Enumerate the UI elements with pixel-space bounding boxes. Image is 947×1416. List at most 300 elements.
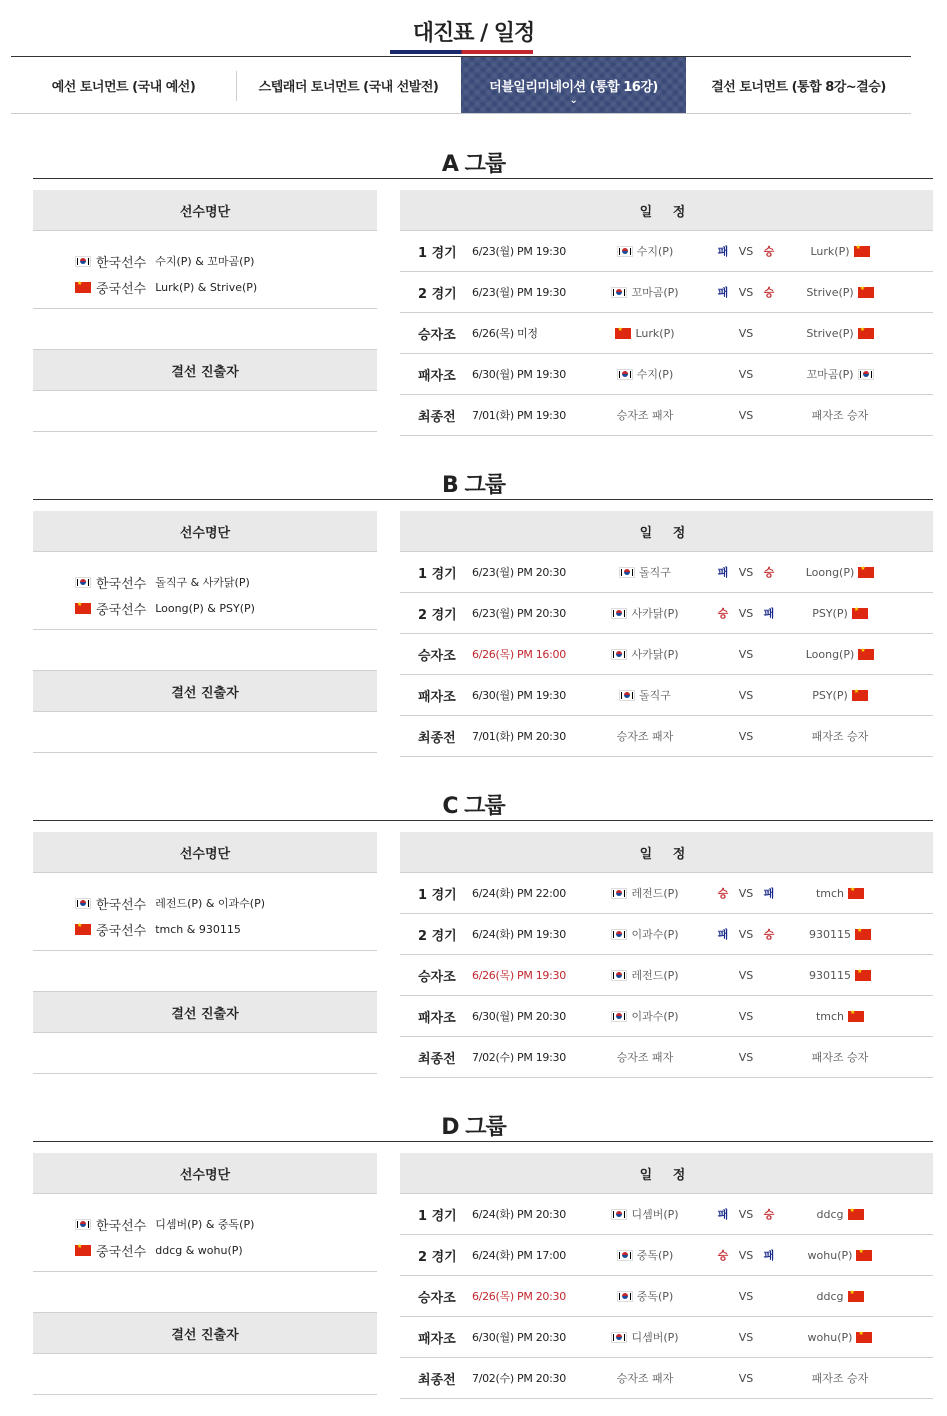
match-row — [400, 996, 933, 1037]
china-flag-icon — [856, 1332, 872, 1343]
china-flag-icon — [848, 1011, 864, 1022]
korea-roster-row — [75, 248, 377, 274]
group-title: B 그룹 — [442, 473, 505, 498]
korea-roster-row — [75, 1211, 377, 1237]
player-2-name: Strive(P) — [806, 326, 854, 340]
match-label: 1 경기 — [418, 1208, 457, 1224]
korea-flag-icon — [75, 1219, 91, 1230]
match-row — [400, 1235, 933, 1276]
finals-list — [33, 1354, 377, 1395]
korea-flag-icon — [619, 567, 635, 578]
player-2-result — [758, 634, 780, 674]
player-2-result — [758, 716, 780, 756]
china-flag-icon — [858, 287, 874, 298]
player-1 — [590, 313, 700, 353]
schedule-panel — [400, 1153, 933, 1399]
korea-flag-icon — [611, 970, 627, 981]
player-2-name: tmch — [815, 886, 845, 900]
player-2-name: Loong(P) — [805, 565, 855, 579]
match-label: 패자조 — [418, 1010, 456, 1026]
player-1-result — [712, 675, 734, 715]
player-1 — [590, 272, 700, 312]
vs-label: VS — [738, 1330, 754, 1344]
player-1-result: 승 — [717, 607, 729, 620]
match-date: 7/01(화) PM 20:30 — [472, 730, 566, 743]
player-1-result — [712, 313, 734, 353]
player-1 — [590, 914, 700, 954]
player-1-result — [712, 1276, 734, 1316]
player-2-result — [758, 996, 780, 1036]
player-2-name: PSY(P) — [812, 606, 848, 620]
roster-list — [33, 1194, 377, 1272]
match-date: 6/23(월) PM 20:30 — [472, 566, 566, 579]
player-2 — [780, 552, 900, 592]
player-2-result: 패 — [763, 607, 775, 620]
korea-roster-row — [75, 890, 377, 916]
china-roster-row — [75, 1237, 377, 1263]
match-row — [400, 1037, 933, 1078]
player-1 — [590, 1194, 700, 1234]
player-2 — [780, 593, 900, 633]
player-1-result — [712, 1037, 734, 1077]
china-roster-row — [75, 595, 377, 621]
match-date: 6/30(월) PM 20:30 — [472, 1331, 566, 1344]
korea-flag-icon — [611, 1011, 627, 1022]
china-players: tmch & 930115 — [155, 922, 241, 936]
match-date: 6/26(목) PM 20:30 — [472, 1290, 566, 1303]
player-2 — [780, 873, 900, 913]
korea-players: 수지(P) & 꼬마곰(P) — [155, 255, 255, 268]
korea-flag-icon — [617, 369, 633, 380]
match-row — [400, 395, 933, 436]
tab-label: 예선 토너먼트 (국내 예선) — [51, 79, 196, 95]
vs-label: VS — [738, 244, 754, 258]
match-date: 7/02(수) PM 19:30 — [472, 1051, 566, 1064]
korea-flag-icon — [617, 1250, 633, 1261]
match-label: 패자조 — [418, 689, 456, 705]
player-2-name: 930115 — [809, 927, 851, 941]
korea-flag-icon — [619, 690, 635, 701]
vs-label: VS — [738, 927, 754, 941]
china-flag-icon — [848, 1291, 864, 1302]
player-1-result: 패 — [717, 1208, 729, 1221]
player-2-result: 승 — [763, 928, 775, 941]
match-row — [400, 552, 933, 593]
player-2-result — [758, 1358, 780, 1398]
finals-header: 결선 진출자 — [33, 1313, 377, 1354]
china-flag-icon — [75, 924, 91, 935]
schedule-header: 일 정 — [400, 1153, 933, 1194]
vs-label: VS — [738, 968, 754, 982]
match-label: 2 경기 — [418, 1249, 457, 1265]
player-1-name: 사카닭(P) — [631, 648, 679, 661]
player-2 — [780, 1317, 900, 1357]
match-row — [400, 593, 933, 634]
group-section — [0, 1110, 947, 1410]
divider — [33, 820, 933, 821]
match-label: 2 경기 — [418, 286, 457, 302]
player-2-name: 패자조 승자 — [811, 409, 869, 422]
match-date: 7/01(화) PM 19:30 — [472, 409, 566, 422]
player-2-result: 패 — [763, 1249, 775, 1262]
spacer — [33, 630, 377, 671]
china-roster-row — [75, 274, 377, 300]
finals-list — [33, 1033, 377, 1074]
match-label: 최종전 — [418, 1372, 456, 1388]
player-2-name: 패자조 승자 — [811, 1051, 869, 1064]
tab-stepladder[interactable] — [236, 57, 461, 113]
player-2-name: wohu(P) — [807, 1248, 853, 1262]
player-1 — [590, 395, 700, 435]
finals-header: 결선 진출자 — [33, 671, 377, 712]
player-2-result — [758, 395, 780, 435]
korea-flag-icon — [75, 898, 91, 909]
korea-flag-icon — [611, 287, 627, 298]
roster-list — [33, 231, 377, 309]
player-1 — [590, 716, 700, 756]
player-2-result — [758, 1037, 780, 1077]
china-flag-icon — [855, 970, 871, 981]
roster-panel — [33, 511, 377, 753]
china-flag-icon — [858, 567, 874, 578]
tab-qualifier[interactable] — [11, 57, 236, 113]
player-1 — [590, 996, 700, 1036]
match-row — [400, 231, 933, 272]
match-date: 6/23(월) PM 20:30 — [472, 607, 566, 620]
china-flag-icon — [858, 328, 874, 339]
player-2 — [780, 1037, 900, 1077]
player-1-name: 돌직구 — [639, 566, 671, 579]
china-roster-row — [75, 916, 377, 942]
player-1 — [590, 873, 700, 913]
player-1 — [590, 354, 700, 394]
player-1-name: 승자조 패자 — [616, 730, 674, 743]
player-2 — [780, 313, 900, 353]
tab-double-elimination[interactable] — [461, 57, 686, 113]
player-2-result: 패 — [763, 887, 775, 900]
group-section — [0, 468, 947, 768]
match-date: 6/24(화) PM 20:30 — [472, 1208, 566, 1221]
nation-label: 중국선수 — [96, 602, 147, 618]
player-2-result — [758, 675, 780, 715]
player-2 — [780, 996, 900, 1036]
player-2-name: ddcg — [816, 1289, 844, 1303]
tournament-tabs — [11, 56, 911, 114]
schedule-panel — [400, 832, 933, 1078]
player-2 — [780, 955, 900, 995]
match-date: 6/26(목) PM 16:00 — [472, 648, 566, 661]
page-title: 대진표 / 일정 — [412, 21, 535, 46]
group-title: D 그룹 — [441, 1115, 506, 1140]
roster-panel — [33, 832, 377, 1074]
match-date: 6/24(화) PM 17:00 — [472, 1249, 566, 1262]
player-2 — [780, 354, 900, 394]
roster-panel — [33, 1153, 377, 1395]
group-title: A 그룹 — [441, 152, 506, 177]
tab-label: 결선 토너먼트 (통합 8강~결승) — [711, 79, 886, 95]
korea-flag-icon — [611, 1332, 627, 1343]
player-1-result — [712, 996, 734, 1036]
player-1-result — [712, 716, 734, 756]
player-2-name: ddcg — [816, 1207, 844, 1221]
player-1 — [590, 231, 700, 271]
vs-label: VS — [738, 408, 754, 422]
match-label: 최종전 — [418, 730, 456, 746]
finals-list — [33, 391, 377, 432]
match-row — [400, 716, 933, 757]
vs-label: VS — [738, 285, 754, 299]
player-1-result — [712, 955, 734, 995]
divider — [33, 1141, 933, 1142]
player-1-name: 이과수(P) — [631, 928, 679, 941]
match-row — [400, 1194, 933, 1235]
match-date: 6/30(월) PM 19:30 — [472, 689, 566, 702]
player-1 — [590, 1276, 700, 1316]
player-2-name: 패자조 승자 — [811, 730, 869, 743]
vs-label: VS — [738, 688, 754, 702]
player-1 — [590, 634, 700, 674]
match-date: 6/24(화) PM 22:00 — [472, 887, 566, 900]
match-row — [400, 914, 933, 955]
korea-players: 디셈버(P) & 중독(P) — [155, 1218, 255, 1231]
nation-label: 한국선수 — [96, 1218, 147, 1234]
vs-label: VS — [738, 606, 754, 620]
player-1-name: 수지(P) — [636, 368, 674, 381]
match-label: 승자조 — [418, 969, 456, 985]
match-date: 6/26(목) PM 19:30 — [472, 969, 566, 982]
player-1-result: 패 — [717, 245, 729, 258]
match-label: 2 경기 — [418, 928, 457, 944]
china-flag-icon — [852, 690, 868, 701]
player-1 — [590, 1235, 700, 1275]
player-1 — [590, 593, 700, 633]
match-date: 6/30(월) PM 20:30 — [472, 1010, 566, 1023]
group-section — [0, 789, 947, 1089]
player-2-result — [758, 1276, 780, 1316]
player-2 — [780, 716, 900, 756]
schedule-header: 일 정 — [400, 832, 933, 873]
match-row — [400, 313, 933, 354]
nation-label: 중국선수 — [96, 923, 147, 939]
player-1-name: 중독(P) — [636, 1290, 674, 1303]
finals-header: 결선 진출자 — [33, 992, 377, 1033]
vs-label: VS — [738, 367, 754, 381]
match-date: 6/26(목) 미정 — [472, 327, 538, 340]
korea-flag-icon — [75, 577, 91, 588]
china-players: Lurk(P) & Strive(P) — [155, 280, 258, 294]
player-2 — [780, 272, 900, 312]
match-row — [400, 1358, 933, 1399]
divider — [33, 178, 933, 179]
match-row — [400, 1317, 933, 1358]
player-2-name: Lurk(P) — [810, 244, 850, 258]
player-2 — [780, 231, 900, 271]
player-1-name: 디셈버(P) — [631, 1331, 679, 1344]
player-1-name: 사카닭(P) — [631, 607, 679, 620]
player-2 — [780, 1235, 900, 1275]
china-flag-icon — [75, 282, 91, 293]
korea-players: 레전드(P) & 이과수(P) — [155, 897, 265, 910]
group-title: C 그룹 — [442, 794, 505, 819]
player-1-name: 승자조 패자 — [616, 409, 674, 422]
korea-flag-icon — [611, 929, 627, 940]
korea-flag-icon — [75, 256, 91, 267]
player-2 — [780, 1276, 900, 1316]
korea-flag-icon — [617, 246, 633, 257]
vs-label: VS — [738, 565, 754, 579]
match-row — [400, 675, 933, 716]
match-row — [400, 272, 933, 313]
spacer — [33, 309, 377, 350]
vs-label: VS — [738, 1371, 754, 1385]
player-1-result: 패 — [717, 286, 729, 299]
nation-label: 한국선수 — [96, 255, 147, 271]
player-1 — [590, 552, 700, 592]
player-1-name: 이과수(P) — [631, 1010, 679, 1023]
player-2 — [780, 634, 900, 674]
player-2-name: Loong(P) — [805, 647, 855, 661]
vs-label: VS — [738, 326, 754, 340]
player-1-name: 승자조 패자 — [616, 1372, 674, 1385]
china-flag-icon — [848, 888, 864, 899]
korea-players: 돌직구 & 사카닭(P) — [155, 576, 250, 589]
roster-header: 선수명단 — [33, 511, 377, 552]
vs-label: VS — [738, 647, 754, 661]
china-players: Loong(P) & PSY(P) — [155, 601, 255, 615]
roster-list — [33, 552, 377, 630]
player-1-result — [712, 1317, 734, 1357]
player-2-result: 승 — [763, 566, 775, 579]
match-date: 6/23(월) PM 19:30 — [472, 245, 566, 258]
player-1-name: Lurk(P) — [635, 326, 675, 340]
match-row — [400, 873, 933, 914]
finals-list — [33, 712, 377, 753]
tab-label: 스텝래더 토너먼트 (국내 선발전) — [258, 79, 439, 95]
player-1-name: 디셈버(P) — [631, 1208, 679, 1221]
match-label: 패자조 — [418, 368, 456, 384]
player-1-result: 패 — [717, 928, 729, 941]
roster-header: 선수명단 — [33, 1153, 377, 1194]
vs-label: VS — [738, 1248, 754, 1262]
match-label: 2 경기 — [418, 607, 457, 623]
player-1-name: 돌직구 — [639, 689, 671, 702]
china-flag-icon — [615, 328, 631, 339]
korea-flag-icon — [611, 888, 627, 899]
match-label: 승자조 — [418, 327, 456, 343]
match-label: 패자조 — [418, 1331, 456, 1347]
vs-label: VS — [738, 1050, 754, 1064]
china-flag-icon — [854, 246, 870, 257]
player-1-name: 꼬마곰(P) — [631, 286, 679, 299]
player-2 — [780, 1358, 900, 1398]
player-2-name: 930115 — [809, 968, 851, 982]
title-underline — [390, 50, 533, 54]
player-2-name: 패자조 승자 — [811, 1372, 869, 1385]
finals-header: 결선 진출자 — [33, 350, 377, 391]
china-players: ddcg & wohu(P) — [155, 1243, 243, 1257]
nation-label: 한국선수 — [96, 897, 147, 913]
player-1-result: 승 — [717, 887, 729, 900]
player-1 — [590, 675, 700, 715]
china-flag-icon — [75, 1245, 91, 1256]
match-label: 최종전 — [418, 1051, 456, 1067]
match-label: 1 경기 — [418, 887, 457, 903]
china-flag-icon — [75, 603, 91, 614]
china-flag-icon — [852, 608, 868, 619]
tab-finals[interactable] — [686, 57, 911, 113]
player-2-result — [758, 354, 780, 394]
spacer — [33, 951, 377, 992]
match-row — [400, 354, 933, 395]
schedule-panel — [400, 190, 933, 436]
player-1-name: 중독(P) — [636, 1249, 674, 1262]
player-2 — [780, 395, 900, 435]
player-2-name: tmch — [815, 1009, 845, 1023]
roster-header: 선수명단 — [33, 832, 377, 873]
match-row — [400, 955, 933, 996]
match-row — [400, 634, 933, 675]
player-1-result — [712, 395, 734, 435]
schedule-header: 일 정 — [400, 511, 933, 552]
roster-list — [33, 873, 377, 951]
player-1-name: 수지(P) — [636, 245, 674, 258]
match-date: 6/30(월) PM 19:30 — [472, 368, 566, 381]
player-1 — [590, 1358, 700, 1398]
vs-label: VS — [738, 1289, 754, 1303]
chevron-down-icon: ⌄ — [569, 95, 578, 106]
match-date: 7/02(수) PM 20:30 — [472, 1372, 566, 1385]
player-1-result — [712, 1358, 734, 1398]
match-label: 1 경기 — [418, 566, 457, 582]
player-2-result: 승 — [763, 245, 775, 258]
player-2-name: PSY(P) — [812, 688, 848, 702]
group-section — [0, 147, 947, 447]
china-flag-icon — [848, 1209, 864, 1220]
player-1 — [590, 1037, 700, 1077]
match-row — [400, 1276, 933, 1317]
player-2-name: wohu(P) — [807, 1330, 853, 1344]
korea-flag-icon — [617, 1291, 633, 1302]
player-2-name: 꼬마곰(P) — [806, 368, 854, 381]
korea-flag-icon — [611, 649, 627, 660]
schedule-header: 일 정 — [400, 190, 933, 231]
match-date: 6/24(화) PM 19:30 — [472, 928, 566, 941]
roster-panel — [33, 190, 377, 432]
vs-label: VS — [738, 1009, 754, 1023]
player-2 — [780, 914, 900, 954]
player-1-result — [712, 354, 734, 394]
korea-flag-icon — [611, 1209, 627, 1220]
player-2-result — [758, 955, 780, 995]
match-date: 6/23(월) PM 19:30 — [472, 286, 566, 299]
player-1-result: 승 — [717, 1249, 729, 1262]
korea-flag-icon — [611, 608, 627, 619]
roster-header: 선수명단 — [33, 190, 377, 231]
vs-label: VS — [738, 1207, 754, 1221]
player-2 — [780, 1194, 900, 1234]
player-1-name: 레전드(P) — [631, 887, 679, 900]
korea-flag-icon — [858, 369, 874, 380]
schedule-panel — [400, 511, 933, 757]
vs-label: VS — [738, 729, 754, 743]
china-flag-icon — [858, 649, 874, 660]
match-label: 승자조 — [418, 648, 456, 664]
player-1-name: 레전드(P) — [631, 969, 679, 982]
player-2-result: 승 — [763, 286, 775, 299]
player-2-result: 승 — [763, 1208, 775, 1221]
player-1-result — [712, 634, 734, 674]
player-2-result — [758, 1317, 780, 1357]
